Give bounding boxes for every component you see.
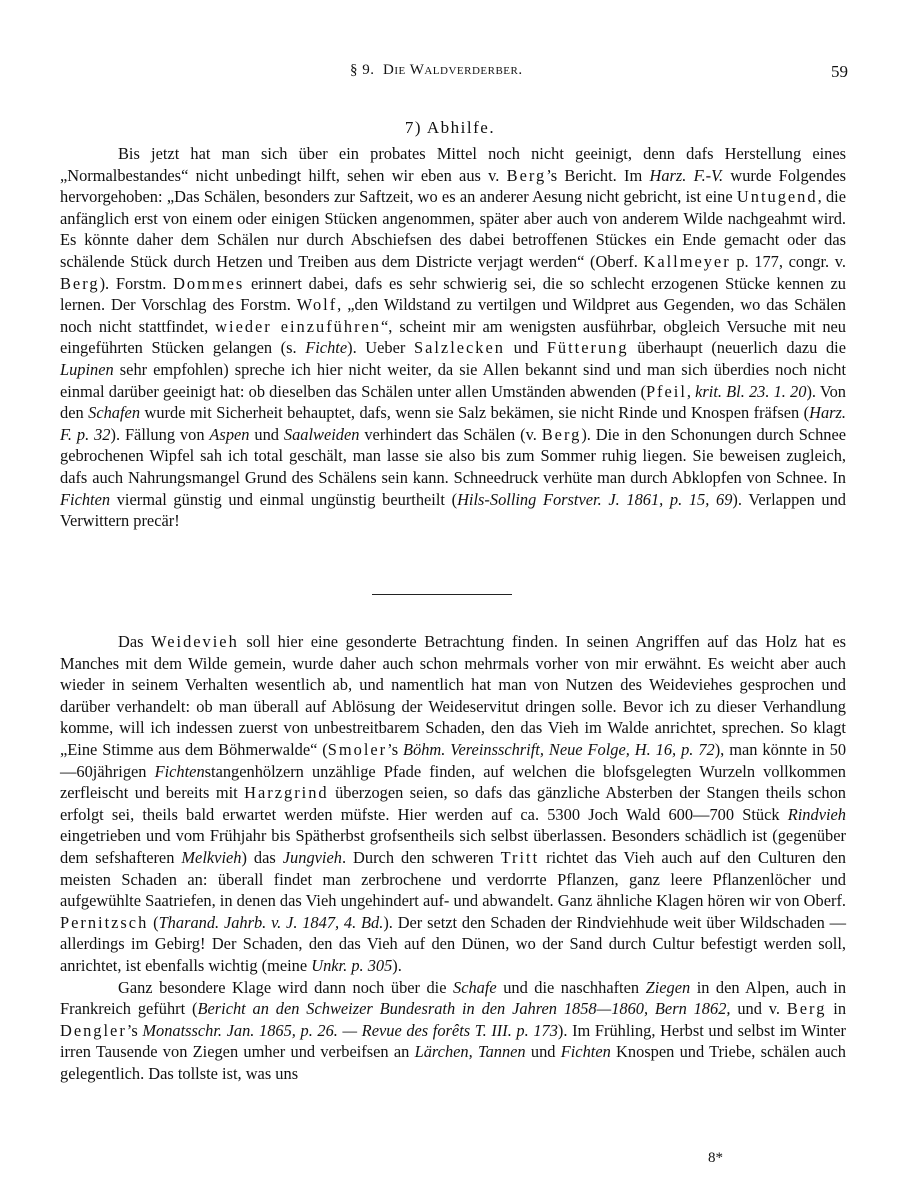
text-run: und die naschhaften: [496, 977, 646, 997]
text-run: ). Im Frühling, Herbst und selbst im Winter irren Tausende von Ziegen umher und verbeifsen an: [60, 1020, 846, 1062]
page-number: 59: [831, 62, 848, 81]
citation: Böhm. Vereinsschrift, Neue Folge, H. 16, p. 72: [403, 739, 715, 759]
author-name: Berg: [786, 999, 827, 1019]
species-name: Lärchen, Tannen: [414, 1042, 526, 1062]
species-name: Jungvieh: [282, 847, 342, 867]
text-run: ). Von den: [60, 381, 846, 423]
text-run: “, scheint mir am wenigsten ausführbar, obgleich Versuche mit neu eingeführten Stücken gelangen (s.: [60, 316, 846, 358]
text-run: wurde Folgendes hervorgehoben: „Das Schälen, besonders zur Saftzeit, wo es an anderer Aesung nicht gebricht, ist eine: [60, 165, 846, 207]
citation: Harz. F.-V.: [649, 165, 724, 185]
text-run: und: [525, 1042, 561, 1062]
text-run: ,: [686, 381, 696, 401]
author-name: Kallmeyer: [643, 251, 731, 271]
citation: Harz. F. p. 32: [60, 403, 846, 444]
author-name: Berg: [60, 273, 100, 293]
species-name: Ziegen: [645, 977, 691, 997]
citation: Bericht an den Schweizer Bundesrath in den Jahren 1858—1860, Bern 1862,: [197, 999, 731, 1019]
species-name: Schafen: [88, 403, 141, 423]
text-run: und: [504, 338, 547, 358]
text-block-livestock: [60, 631, 846, 1084]
text-run: ), man könnte in 50—60jährigen: [60, 739, 847, 781]
text-run: p. 177, congr. v.: [730, 251, 846, 271]
text-run: sehr empfohlen) spreche ich hier nicht weiter, da sie Allen bekannt sind und man sich überdies noch nicht einmal darüber geeinigt hat: ob dieselben das Schälen unter allen Umständen abwenden (: [60, 359, 846, 401]
section-heading: 7) Abhilfe.: [404, 118, 496, 137]
text-run: überhaupt (neuerlich dazu die: [628, 338, 847, 358]
citation: Monatsschr. Jan. 1865, p. 26. — Revue des forêts T. III. p. 173: [142, 1020, 558, 1040]
species-name: Fichte: [305, 338, 348, 358]
species-name: Saalweiden: [283, 424, 360, 444]
text-run: verhindert das Schälen (v.: [359, 424, 542, 444]
emphasis: Weidevieh: [151, 632, 239, 651]
species-name: Melkvieh: [181, 847, 242, 867]
section-sign: § 9.: [350, 62, 375, 78]
paragraph-goats: [60, 977, 846, 1085]
author-name: Wolf: [296, 295, 338, 315]
citation: Tharand. Jahrb. v. J. 1847, 4. Bd.: [158, 912, 384, 932]
text-run: und: [249, 424, 284, 444]
text-run: (: [148, 912, 159, 932]
author-name: Smoler: [327, 739, 388, 759]
citation: Hils-Solling Forstver. J. 1861, p. 15, 69: [457, 489, 733, 509]
text-run: eingetrieben und vom Frühjahr bis Spätherbst grofsentheils sich selbst überlassen. Besonders schädlich ist (gegenüber dem sefshafteren: [60, 826, 846, 867]
text-run: ). Forstm.: [99, 273, 174, 293]
text-run: ’s: [126, 1020, 143, 1040]
species-name: Fichten: [60, 489, 111, 509]
text-run: wurde mit Sicherheit behauptet, dafs, wenn sie Salz bekämen, sie nicht Rinde und Knospen fräfsen (: [140, 403, 810, 423]
running-title: Die Waldverderber.: [383, 62, 523, 78]
emphasis: Untugend: [736, 187, 818, 207]
running-head: [350, 62, 523, 79]
text-run: erinnert dabei, dafs es sehr schwierig sei, die so schlecht erzogenen Stücke kennen zu lernen. Der Vorschlag des Forstm.: [60, 273, 846, 315]
author-name: Pfeil: [645, 381, 687, 401]
citation: krit. Bl. 23. 1. 20: [695, 381, 807, 401]
text-run: richtet das Vieh auch auf den Culturen den meisten Schaden an: überall findet man zerbrochene und verdorrte Pflanzen, ganz leere Pflanzenlöcher und aufgewühlte Saatriefen, in denen das Vieh ungehindert auf- und abwandelt. Ganz ähnliche Klagen hören wir von Oberf.: [60, 847, 846, 911]
text-run: Knospen und Triebe, schälen auch gelegentlich. Das tollste ist, was uns: [60, 1042, 846, 1083]
text-block-remedies: [60, 143, 846, 532]
text-run: ). Ueber: [347, 338, 414, 358]
text-run: ) das: [241, 847, 283, 867]
text-run: viermal günstig und einmal ungünstig beurtheilt (: [110, 489, 458, 509]
text-run: ’s: [387, 739, 404, 759]
section-divider: [372, 594, 512, 595]
signature-mark: 8*: [708, 1150, 723, 1166]
author-name: Berg: [541, 424, 582, 444]
text-run: , „den Wildstand zu vertilgen und Wildpret aus Gegenden, wo das Schälen noch nicht stattfindet,: [60, 295, 846, 336]
text-run: stangenhölzern unzählige Pfade finden, auf welchen die blofsgelegten Wurzeln vollkommen zerfleischt und bereits mit: [60, 761, 846, 803]
species-name: Fichten: [560, 1042, 611, 1062]
paragraph-livestock: [60, 631, 846, 977]
text-run: ). Verlappen und Verwittern precär!: [60, 489, 847, 531]
emphasis: Fütterung: [546, 338, 629, 358]
emphasis: Harzgrind: [244, 783, 329, 803]
text-run: , die anfänglich erst von einem oder einigen Stücken angenommen, später aber auch von anderem Wilde nachgeahmt wird. Es könnte daher dem Schälen nur durch Abschiefsen des dabei betroffenen Stückes ein Ende gemacht oder das schälende Stück durch Hetzen und Treiben aus dem Districte verjagt werden“ (Oberf.: [60, 187, 846, 271]
text-run: ’s Bericht. Im: [546, 165, 650, 185]
text-run: ). Die in den Schonungen durch Schnee gebrochenen Wipfel sah ich total geschält, man lasse sie also bis zum Sommer ruhig liegen. Sie beweisen zugleich, dafs auch Nahrungsmangel Grund des Schälens sein kann. Schneedruck verhüte man durch Abklopfen von Schnee. In: [60, 424, 847, 487]
text-run: . Durch den schweren: [341, 847, 501, 867]
text-run: in den Alpen, auch in Frankreich geführt (: [60, 977, 847, 1019]
author-name: Dengler: [60, 1020, 127, 1040]
species-name: Fichten: [154, 761, 205, 781]
text-run: ). Fällung von: [110, 424, 210, 444]
emphasis: Tritt: [500, 847, 540, 867]
emphasis: Salzlecken: [413, 338, 505, 358]
emphasis: wieder einzuführen: [215, 316, 382, 336]
author-name: Dommes: [173, 273, 245, 293]
text-run: und v.: [730, 999, 787, 1019]
text-run: Bis jetzt hat man sich über ein probates Mittel noch nicht geeinigt, denn dafs Herstellung eines „Normalbestandes“ nicht unbedingt hilft, sehen wir eben aus v.: [60, 144, 846, 185]
paragraph-remedies: [60, 143, 846, 532]
text-run: Ganz besondere Klage wird dann noch über die: [118, 977, 454, 997]
text-run: ). Der setzt den Schaden der Rindviehhude weit über Wildschaden — allerdings im Gebirg! Der Schaden, den das Vieh auf den Dünen, wo der Sand durch Cultur befestigt werden soll, anrichtet, ist ebenfalls wichtig (meine: [60, 912, 847, 975]
species-name: Lupinen: [60, 359, 114, 379]
citation: Unkr. p. 305: [311, 955, 393, 975]
text-run: in: [826, 999, 847, 1019]
author-name: Pernitzsch: [60, 912, 149, 932]
species-name: Rindvieh: [787, 804, 846, 824]
text-run: ).: [392, 955, 402, 975]
author-name: Berg: [506, 165, 547, 185]
text-run: überzogen seien, so dafs das gänzliche Absterben der Stangen theils schon erfolgt sei, theils bald erwartet werden müfste. Hier werden auf ca. 5300 Joch Wald 600—700 Stück: [60, 783, 847, 824]
species-name: Aspen: [209, 424, 250, 444]
text-run: soll hier eine gesonderte Betrachtung finden. In seinen Angriffen auf das Holz hat es Manches mit dem Wilde gemein, wurde daher auch schon mehrmals vorher von mir erwähnt. Es weicht aber auch wieder in seinem Verhalten wesentlich ab, und namentlich hat man von Nutzen des Weideviehes gesprochen und darüber verhandelt: ob man überall auf Ablösung der Weideservitut dringen solle. Bevor ich zu dieser Verhandlung komme, will ich indessen zuerst von unbestreitbarem Schaden, den das Vieh im Walde anrichtet, sprechen. So klagt „Eine Stimme aus dem Böhmerwalde“ (: [60, 632, 846, 759]
species-name: Schafe: [453, 977, 497, 997]
text-run: Das: [118, 632, 152, 651]
